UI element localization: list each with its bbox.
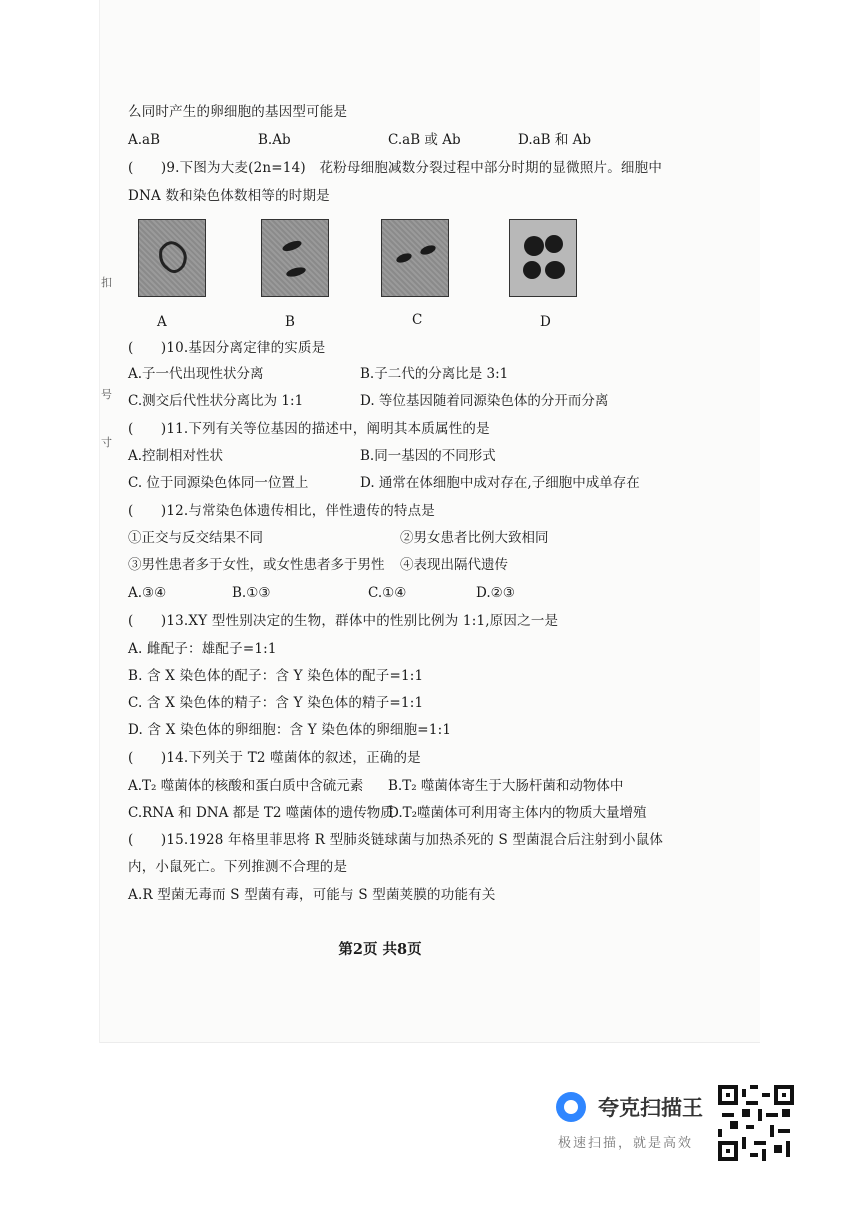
q15-stem: ( )15.1928 年格里菲思将 R 型肺炎链球菌与加热杀死的 S 型菌混合后注射到小鼠体 <box>128 832 664 848</box>
q11-option-a: A.控制相对性状 <box>128 448 224 464</box>
q11-option-b: B.同一基因的不同形式 <box>360 448 496 464</box>
q10-option-c: C.测交后代性状分离比为 1:1 <box>128 393 304 409</box>
q11-option-d: D. 通常在体细胞中成对存在,子细胞中成单存在 <box>360 475 640 491</box>
q13-option-a: A. 雌配子：雄配子=1:1 <box>128 641 277 657</box>
quark-logo-icon <box>556 1092 586 1122</box>
q10-stem: ( )10.基因分离定律的实质是 <box>128 340 326 356</box>
q12-stem: ( )12.与常染色体遗传相比，伴性遗传的特点是 <box>128 503 436 519</box>
q9-stem: ( )9.下图为大麦(2n=14) 花粉母细胞减数分裂过程中部分时期的显微照片。细胞中 <box>128 160 663 176</box>
q14-option-a: A.T₂ 噬菌体的核酸和蛋白质中含硫元素 <box>128 778 364 794</box>
q14-stem: ( )14.下列关于 T2 噬菌体的叙述，正确的是 <box>128 750 421 766</box>
micrograph-d <box>509 219 577 297</box>
margin-mark: 扣 <box>101 276 112 289</box>
q11-option-c: C. 位于同源染色体同一位置上 <box>128 475 309 491</box>
chromosome-pair <box>262 220 328 296</box>
margin-mark: 号 <box>101 388 112 401</box>
q9-stem-cont: DNA 数和染色体数相等的时期是 <box>128 188 330 204</box>
q13-option-b: B. 含 X 染色体的配子：含 Y 染色体的配子=1:1 <box>128 668 424 684</box>
q15-option-a: A.R 型菌无毒而 S 型菌有毒，可能与 S 型菌荚膜的功能有关 <box>128 887 496 903</box>
q8-option-d: D.aB 和 Ab <box>518 132 592 148</box>
micrograph-a <box>138 219 206 297</box>
micrograph-label-b: B <box>285 314 295 330</box>
brand-slogan: 极速扫描，就是高效 <box>558 1136 694 1151</box>
q12-item-4: ④表现出隔代遗传 <box>400 557 508 573</box>
q10-option-a: A.子一代出现性状分离 <box>128 366 264 382</box>
q12-item-3: ③男性患者多于女性，或女性患者多于男性 <box>128 557 385 573</box>
micrograph-label-c: C <box>412 312 423 328</box>
q12-option-c: C.①④ <box>368 585 407 601</box>
q12-option-a: A.③④ <box>128 585 167 601</box>
q10-option-d: D. 等位基因随着同源染色体的分开而分离 <box>360 393 609 409</box>
q13-option-d: D. 含 X 染色体的卵细胞：含 Y 染色体的卵细胞=1:1 <box>128 722 452 738</box>
micrograph-b <box>261 219 329 297</box>
q14-option-b: B.T₂ 噬菌体寄生于大肠杆菌和动物体中 <box>388 778 624 794</box>
q13-stem: ( )13.XY 型性别决定的生物，群体中的性别比例为 1:1,原因之一是 <box>128 613 559 629</box>
q11-stem: ( )11.下列有关等位基因的描述中，阐明其本质属性的是 <box>128 421 490 437</box>
micrograph-label-a: A <box>157 314 167 330</box>
q12-item-2: ②男女患者比例大致相同 <box>400 530 549 546</box>
chromosome-pair <box>382 220 448 296</box>
four-nuclei <box>510 220 576 296</box>
q12-option-b: B.①③ <box>232 585 271 601</box>
q15-stem-cont: 内，小鼠死亡。下列推测不合理的是 <box>128 859 348 875</box>
q8-option-c: C.aB 或 Ab <box>388 132 461 148</box>
page-footer: 第2页 共8页 <box>338 941 422 958</box>
q14-option-c: C.RNA 和 DNA 都是 T2 噬菌体的遗传物质 <box>128 805 394 821</box>
micrograph-c <box>381 219 449 297</box>
q8-stem-end: 么同时产生的卵细胞的基因型可能是 <box>128 104 348 120</box>
q8-option-a: A.aB <box>128 132 161 148</box>
q10-option-b: B.子二代的分离比是 3:1 <box>360 366 509 382</box>
q8-option-b: B.Ab <box>258 132 291 148</box>
q13-option-c: C. 含 X 染色体的精子：含 Y 染色体的精子=1:1 <box>128 695 424 711</box>
q12-item-1: ①正交与反交结果不同 <box>128 530 263 546</box>
micrograph-label-d: D <box>540 314 551 330</box>
q14-option-d: D.T₂噬菌体可利用寄主体内的物质大量增殖 <box>388 805 647 821</box>
margin-mark: 寸 <box>101 436 112 449</box>
q12-option-d: D.②③ <box>476 585 515 601</box>
brand-name: 夸克扫描王 <box>598 1096 703 1120</box>
chromosome-ring <box>139 220 205 296</box>
qr-code-icon <box>718 1085 794 1161</box>
